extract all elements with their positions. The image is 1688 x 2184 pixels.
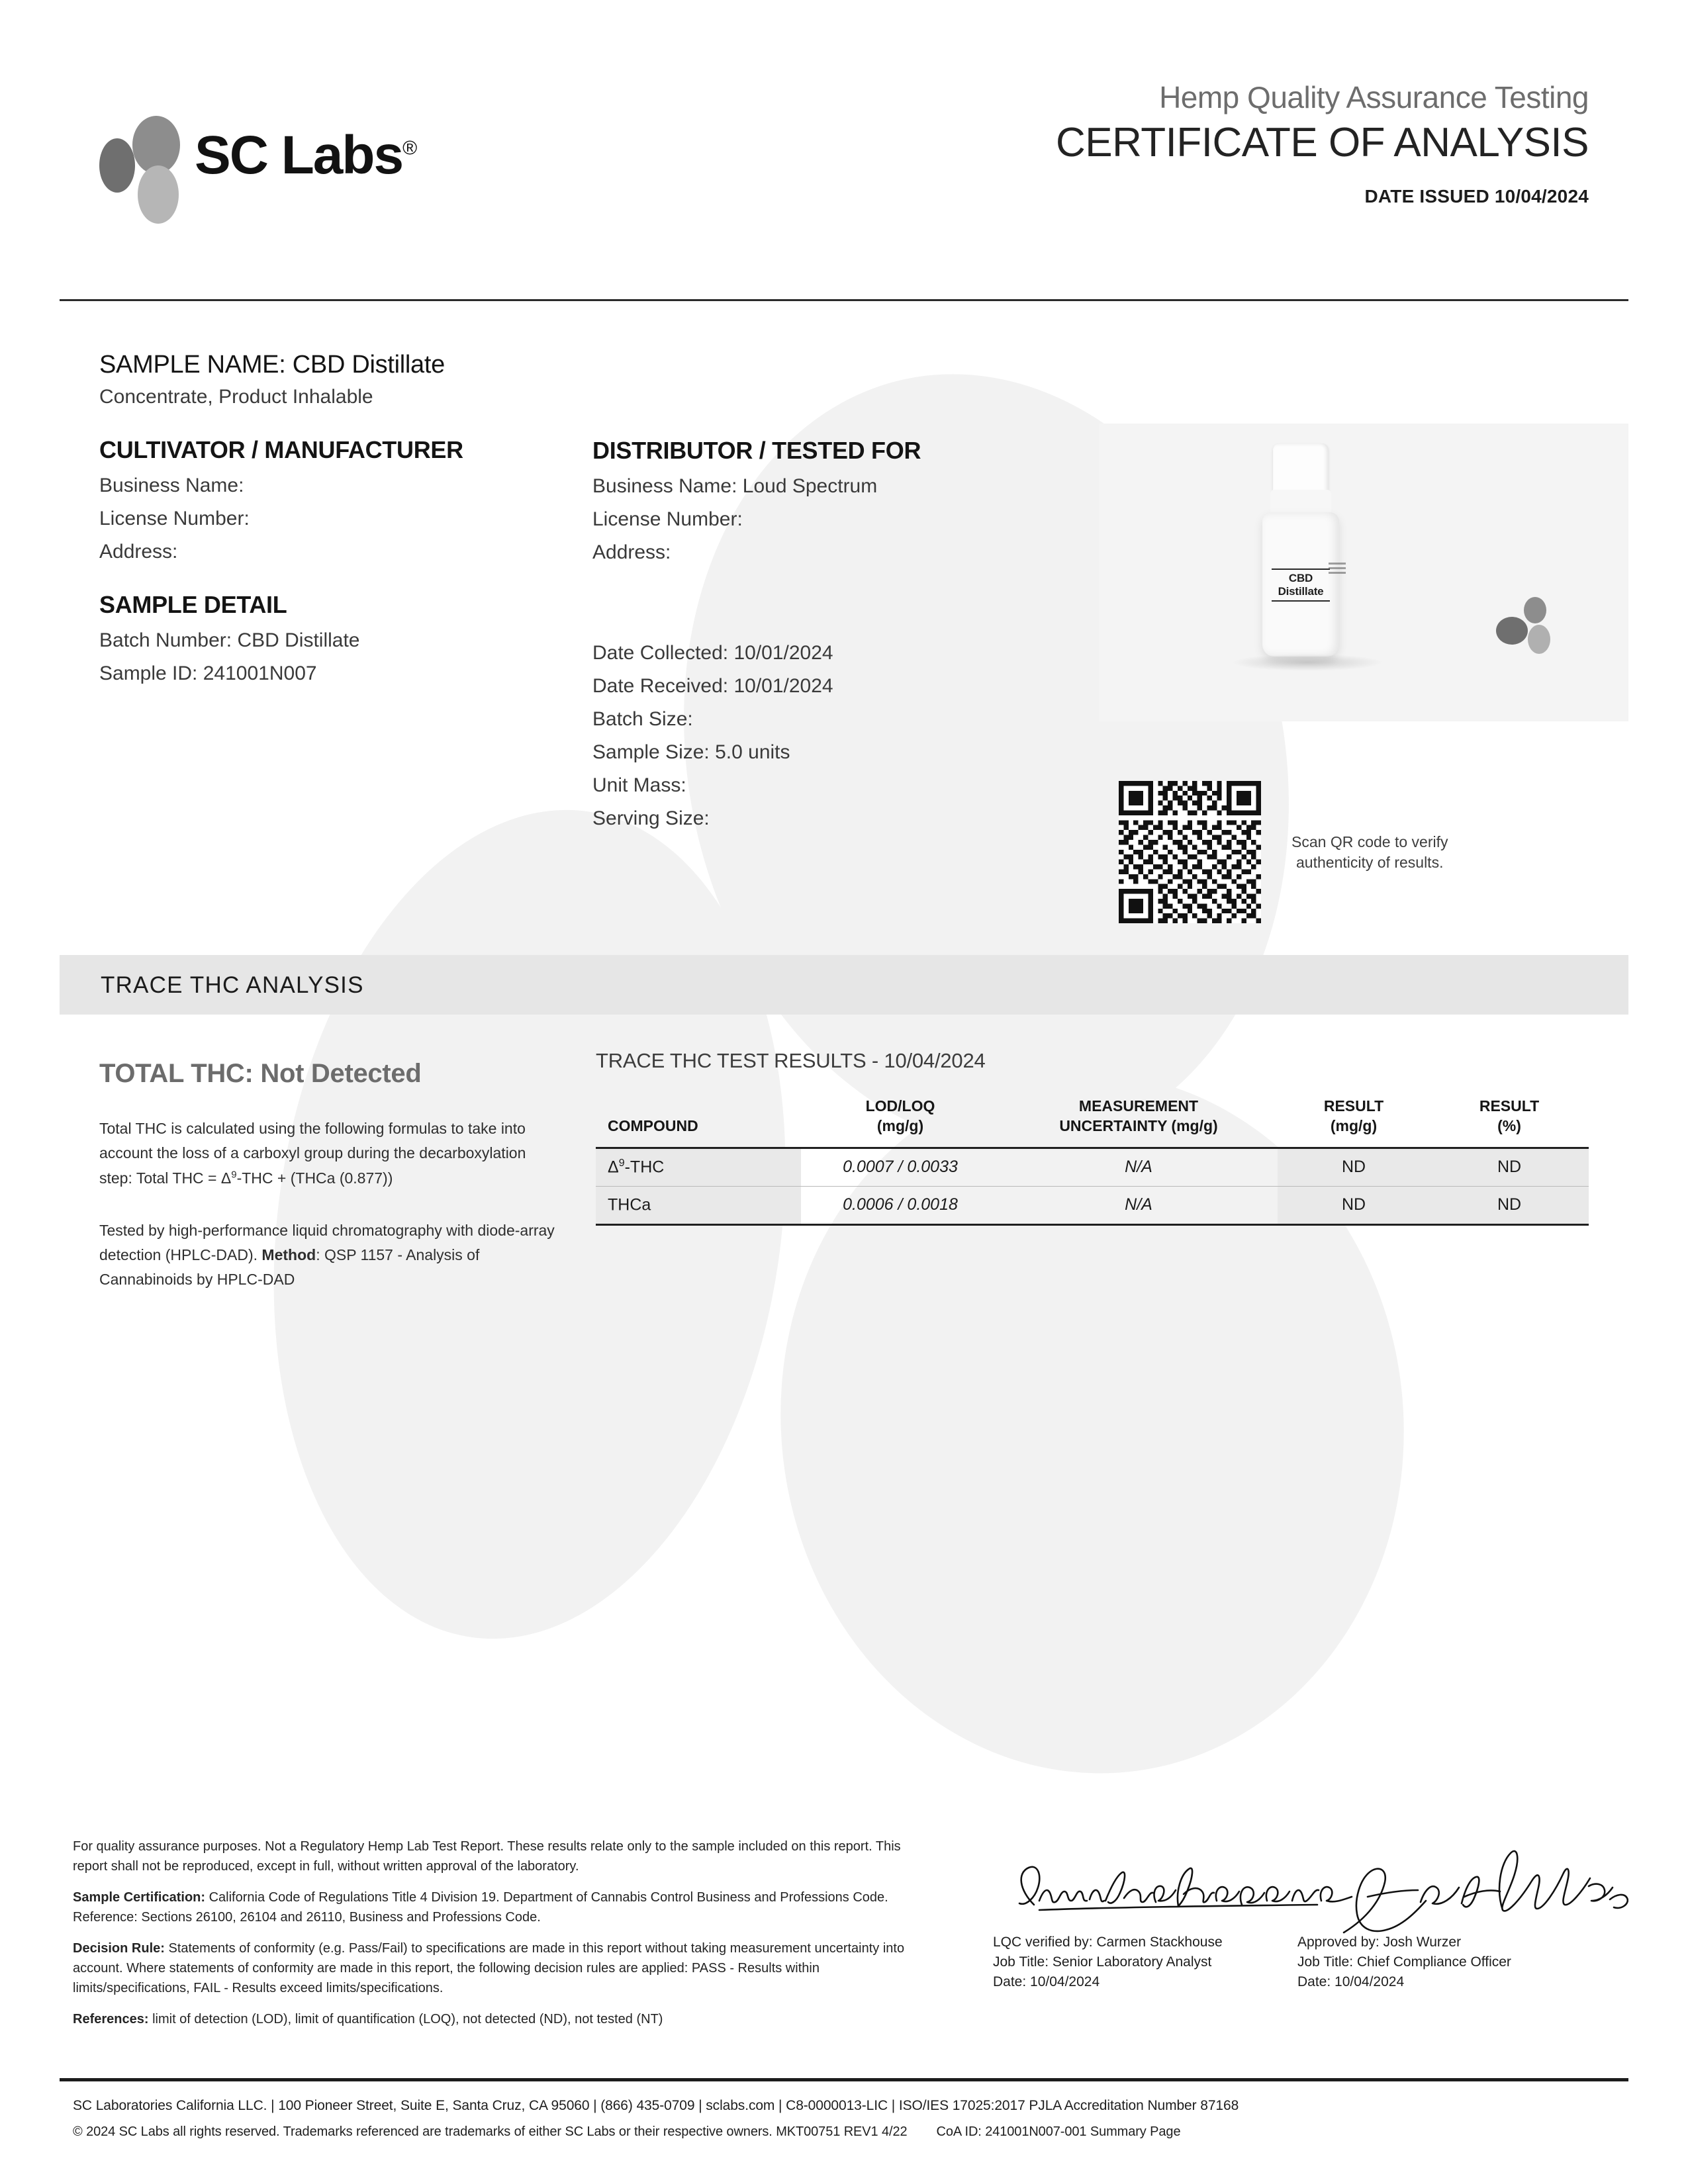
header-titles	[1056, 79, 1589, 207]
qr-code-icon[interactable]	[1119, 781, 1261, 923]
cell-lod-loq: 0.0007 / 0.0033	[801, 1148, 1000, 1186]
decision-rule-label: Decision Rule:	[73, 1940, 165, 1956]
lqc-verified-by: LQC verified by: Carmen Stackhouse	[993, 1934, 1223, 1950]
cell-result-pct: ND	[1430, 1186, 1589, 1224]
col-result-mgg-l2: (mg/g)	[1330, 1116, 1378, 1134]
cell-uncertainty: N/A	[1000, 1186, 1278, 1224]
sample-certification	[73, 1888, 927, 1928]
qr-caption	[1291, 832, 1448, 872]
cultivator-business-name	[99, 475, 589, 497]
method-note	[99, 1218, 563, 1293]
bottle-shadow	[1231, 654, 1383, 671]
value: Loud Spectrum	[742, 475, 878, 497]
sample-detail-heading: SAMPLE DETAIL	[99, 591, 287, 618]
cell-compound	[596, 1186, 801, 1224]
signature-left	[993, 1933, 1278, 1991]
decision-rule	[73, 1938, 927, 1999]
label: Address:	[99, 541, 178, 563]
method-text-b: : QSP 1157 - Analysis of Cannabinoids by HPLC-DAD	[99, 1246, 480, 1289]
collection-details-column	[592, 642, 1003, 830]
decision-rule-text: Statements of conformity (e.g. Pass/Fail) to specifications are made in this report without taking measurement uncertainty into account. Where statements of conformity are made in this report, the following decision rules are applied: PASS - Results within limits/specifications, FAIL - Results exceed limits/specifications.	[73, 1940, 905, 1996]
value: 5.0 units	[715, 741, 790, 763]
sample-id	[99, 662, 589, 685]
value: 10/01/2024	[733, 675, 833, 697]
unit-mass	[592, 774, 1003, 797]
table-header-row	[596, 1097, 1589, 1148]
band-title: TRACE THC ANALYSIS	[101, 972, 364, 998]
lab-address-line: SC Laboratories California LLC. | 100 Pioneer Street, Suite E, Santa Cruz, CA 95060 | (866) 435-0709 | sclabs.com | C8-0000013-LIC | ISO/IES 17025:2017 PJLA Accreditation Number 87168	[73, 2098, 1239, 2113]
col-compound: COMPOUND	[608, 1116, 698, 1134]
table-row	[596, 1148, 1589, 1186]
date-collected	[592, 642, 1003, 664]
results-table-title	[596, 1049, 1628, 1073]
cell-result-mgg: ND	[1278, 1148, 1430, 1186]
value: 241001N007	[203, 662, 317, 684]
col-result-pct-l1: RESULT	[1479, 1097, 1540, 1115]
distributor-address	[592, 541, 1003, 564]
footer-divider	[60, 2078, 1628, 2081]
formula-note	[99, 1116, 563, 1191]
distributor-heading: DISTRIBUTOR / TESTED FOR	[592, 437, 921, 464]
col-mu-l1: MEASUREMENT	[1078, 1097, 1199, 1115]
cell-lod-loq: 0.0006 / 0.0018	[801, 1186, 1000, 1224]
cell-uncertainty: N/A	[1000, 1148, 1278, 1186]
product-photo	[1099, 424, 1628, 721]
col-result-mgg-l1: RESULT	[1323, 1097, 1384, 1115]
label: Date Collected:	[592, 642, 729, 664]
sample-size	[592, 741, 1003, 764]
qr-verification-block	[1119, 781, 1448, 923]
total-thc	[99, 1059, 563, 1089]
label: Date Received:	[592, 675, 729, 697]
cultivator-address	[99, 541, 589, 563]
table-row	[596, 1186, 1589, 1224]
label: License Number:	[592, 508, 743, 530]
coa-id: CoA ID: 241001N007-001 Summary Page	[936, 2124, 1181, 2139]
cultivator-license-number	[99, 508, 589, 530]
col-lod-loq-l2: (mg/g)	[876, 1116, 924, 1134]
col-mu-l2: UNCERTAINTY (mg/g)	[1059, 1116, 1218, 1134]
formula-text-a: Total THC is calculated using the following formulas to take into account the loss of a carboxyl group during the decarboxylation step: Total THC = Δ	[99, 1120, 526, 1187]
cultivator-heading: CULTIVATOR / MANUFACTURER	[99, 436, 463, 463]
label: Sample Size:	[592, 741, 710, 763]
label: Unit Mass:	[592, 774, 686, 796]
sample-name-label: SAMPLE NAME:	[99, 351, 286, 379]
header-divider	[60, 299, 1628, 301]
label: Business Name:	[592, 475, 737, 497]
total-thc-value: Not Detected	[260, 1059, 422, 1088]
bottle-label-line1: CBD	[1288, 572, 1313, 584]
lqc-date: Date: 10/04/2024	[993, 1974, 1100, 1989]
signature-right	[1297, 1933, 1609, 1991]
page-title: CERTIFICATE OF ANALYSIS	[1055, 120, 1589, 165]
cell-compound	[596, 1148, 801, 1186]
distributor-license-number	[592, 508, 1003, 531]
bottle-label-line2: Distillate	[1278, 585, 1324, 598]
signature-images	[973, 1827, 1628, 1942]
sample-certification-label: Sample Certification:	[73, 1889, 206, 1905]
product-bottle-image	[1254, 443, 1347, 662]
method-label: Method	[261, 1246, 316, 1263]
batch-number	[99, 629, 589, 652]
batch-size	[592, 708, 1003, 731]
value: CBD Distillate	[237, 629, 360, 651]
sample-type: Concentrate, Product Inhalable	[99, 386, 373, 408]
serving-size	[592, 807, 1003, 830]
col-result-pct-l2: (%)	[1497, 1116, 1521, 1134]
qr-caption-line2: authenticity of results.	[1296, 853, 1444, 871]
sclabs-logo	[99, 116, 416, 195]
footer-disclaimers	[73, 1837, 927, 2040]
compound-prefix: THCa	[608, 1195, 651, 1214]
sclabs-logo-icon	[99, 116, 185, 195]
references-label: References:	[73, 2011, 149, 2026]
copyright-text: © 2024 SC Labs all rights reserved. Trademarks referenced are trademarks of either SC Labs or their respective owners. MKT00751 REV1 4/22	[73, 2124, 908, 2139]
qr-caption-line1: Scan QR code to verify	[1291, 833, 1448, 851]
sample-left-column	[99, 351, 589, 685]
label: Batch Size:	[592, 708, 693, 730]
col-lod-loq-l1: LOD/LOQ	[865, 1097, 935, 1115]
approved-by: Approved by: Josh Wurzer	[1297, 1934, 1462, 1950]
col-result-pct	[1430, 1097, 1589, 1148]
label: Batch Number:	[99, 629, 232, 651]
references-text: limit of detection (LOD), limit of quantification (LOQ), not detected (ND), not tested (NT)	[148, 2011, 663, 2026]
bottle-cap	[1273, 443, 1329, 495]
sample-name-value: CBD Distillate	[292, 351, 445, 379]
photo-background	[1099, 424, 1628, 721]
distributor-column	[592, 437, 1003, 564]
trace-thc-results-table	[596, 1097, 1589, 1226]
approver-job-title: Job Title: Chief Compliance Officer	[1297, 1954, 1511, 1970]
label: Serving Size:	[592, 807, 710, 829]
compound-superscript: 9	[618, 1158, 625, 1169]
col-result-mgg	[1278, 1097, 1430, 1148]
approver-date: Date: 10/04/2024	[1297, 1974, 1405, 1989]
registered-trademark-icon: ®	[402, 137, 416, 159]
label: Sample ID:	[99, 662, 198, 684]
disclaimer-text: For quality assurance purposes. Not a Regulatory Hemp Lab Test Report. These results relate only to the sample included on this report. This report shall not be reproduced, except in full, without written approval of the laboratory.	[73, 1839, 901, 1874]
logo-wordmark	[195, 125, 416, 185]
references	[73, 2009, 927, 2029]
sample-certification-text: California Code of Regulations Title 4 Division 19. Department of Cannabis Control Business and Professions Code. Reference: Sections 26100, 26104 and 26110, Business and Professions Code.	[73, 1889, 888, 1925]
header-subtitle: Hemp Quality Assurance Testing	[1159, 80, 1589, 114]
legal-footer	[73, 2098, 1628, 2140]
formula-superscript: 9	[231, 1168, 237, 1180]
compound-suffix: -THC	[624, 1158, 665, 1177]
trace-thc-results-block	[596, 1049, 1628, 1226]
label: Address:	[592, 541, 671, 563]
compound-prefix: Δ	[608, 1158, 619, 1177]
lqc-job-title: Job Title: Senior Laboratory Analyst	[993, 1954, 1212, 1970]
date-issued: DATE ISSUED 10/04/2024	[1364, 186, 1589, 206]
total-thc-block	[99, 1059, 563, 1293]
sample-name	[99, 351, 589, 379]
value: 10/01/2024	[733, 642, 833, 664]
method-text-a: Tested by high-performance liquid chromatography with diode-array detection (HPLC-DAD).	[99, 1221, 555, 1263]
distributor-business-name	[592, 475, 1003, 498]
cell-result-mgg: ND	[1278, 1186, 1430, 1224]
cell-result-pct: ND	[1430, 1148, 1589, 1186]
results-title-label: TRACE THC TEST RESULTS -	[596, 1049, 878, 1072]
bottle-label	[1268, 567, 1334, 604]
signature-block	[973, 1827, 1628, 2045]
sclabs-watermark-icon	[1496, 597, 1575, 670]
page-header	[0, 0, 1688, 301]
label: Business Name:	[99, 475, 244, 496]
trace-thc-analysis-band	[60, 955, 1628, 1015]
date-received	[592, 675, 1003, 698]
results-title-date: 10/04/2024	[878, 1049, 986, 1072]
label: License Number:	[99, 508, 250, 529]
logo-text: SC Labs	[195, 125, 403, 185]
formula-text-b: -THC + (THCa (0.877))	[236, 1169, 393, 1187]
col-measurement-uncertainty	[1000, 1097, 1278, 1148]
total-thc-label: TOTAL THC:	[99, 1059, 254, 1088]
copyright-line	[73, 2124, 1628, 2140]
col-lod-loq	[801, 1097, 1000, 1148]
